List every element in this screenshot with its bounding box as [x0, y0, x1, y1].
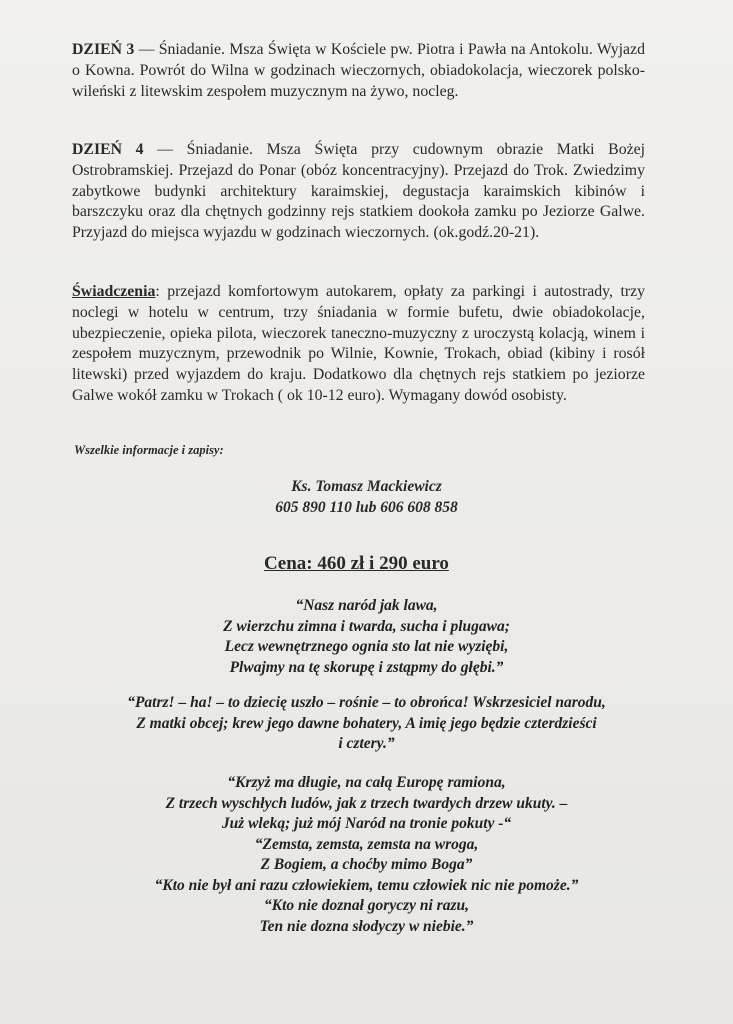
contact-name: Ks. Tomasz Mackiewicz — [291, 478, 442, 495]
services-paragraph — [72, 282, 645, 407]
verse-block-1 — [40, 596, 693, 678]
verse-line: Z matki obcej; krew jego dawne bohatery, A imię jego będzie czterdzieści — [136, 714, 597, 732]
day4-label: DZIEŃ 4 — [72, 141, 144, 158]
verse-block-3 — [40, 773, 693, 937]
services-text: : przejazd komfortowym autokarem, opłaty za parkingi i autostrady, trzy noclegi w hotelu w centrum, trzy śniadania w formie bufetu, dwie obiadokolacje, ubezpieczenie, opieka pilota, wieczorek taneczno-muzyczny z uroczystą kolacją, winem i zespołem muzycznym, przewodnik po Wilnie, Kownie, Trokach, obiad (kibiny i rosół litewski) przed wyjazdem do kraju. Dodatkowo dla chętnych rejs statkiem po jeziorze Galwe wokół zamku w Trokach ( ok 10-12 euro). Wymagany dowód osobisty. — [72, 283, 645, 404]
verse-line: “Nasz naród jak lawa, — [295, 597, 438, 614]
info-label: Wszelkie informacje i zapisy: — [74, 443, 224, 457]
day3-paragraph — [72, 40, 645, 102]
verse-line: “Kto nie doznał goryczy ni razu, — [264, 897, 469, 914]
verse-line: Lecz wewnętrznego ognia sto lat nie wyziębi, — [224, 638, 509, 655]
verse-line: Już wleką; już mój Naród na tronie pokuty -“ — [221, 815, 512, 832]
contact-phones: 605 890 110 lub 606 608 858 — [275, 499, 458, 516]
day4-text: — Śniadanie. Msza Święta przy cudownym obrazie Matki Bożej Ostrobramskiej. Przejazd do Ponar (obóz koncentracyjny). Przejazd do Trok. Zwiedzimy zabytkowe budynki architektury karaimskiej, degustacja karaimskich kibinów i barszczyku oraz dla chętnych godzinny rejs statkiem dookoła zamku po Jeziorze Galwe. Przyjazd do miejsca wyjazdu w godzinach wieczornych. (ok.godź.20-21). — [72, 141, 646, 242]
verse-line: “Krzyż ma długie, na całą Europę ramiona, — [227, 774, 506, 791]
verse-line: Ten nie dozna słodyczy w niebie.” — [259, 917, 474, 935]
day3-text: — Śniadanie. Msza Święta w Kościele pw. Piotra i Pawła na Antokolu. Wyjazd o Kowna. Powrót do Wilna w godzinach wieczornych, obiadokolacja, wieczorek polsko-wileński z litewskim zespołem muzycznym na żywo, nocleg. — [72, 41, 645, 100]
verse-line: “Kto nie był ani razu człowiekiem, temu człowiek nic nie pomoże.” — [154, 876, 579, 894]
verse-line: i cztery.” — [338, 735, 395, 752]
verse-line: “Zemsta, zemsta, zemsta na wroga, — [254, 835, 479, 853]
verse-line: Plwajmy na tę skorupę i zstąpmy do głębi.” — [229, 658, 504, 676]
verse-block-2 — [40, 693, 693, 755]
services-label: Świadczenia — [72, 283, 156, 300]
day3-label: DZIEŃ 3 — [72, 41, 135, 58]
verse-line: Z wierzchu zimna i twarda, sucha i plugawa; — [223, 617, 510, 635]
price-heading: Cena: 460 zł i 290 euro — [264, 553, 449, 574]
verse-line: Z trzech wyschłych ludów, jak z trzech twardych drzew ukuty. – — [165, 794, 568, 812]
verse-line: “Patrz! – ha! – to dziecię uszło – rośnie – to obrońca! Wskrzesiciel narodu, — [127, 694, 606, 711]
day4-paragraph — [72, 140, 645, 244]
verse-line: Z Bogiem, a choćby mimo Boga” — [260, 856, 473, 873]
